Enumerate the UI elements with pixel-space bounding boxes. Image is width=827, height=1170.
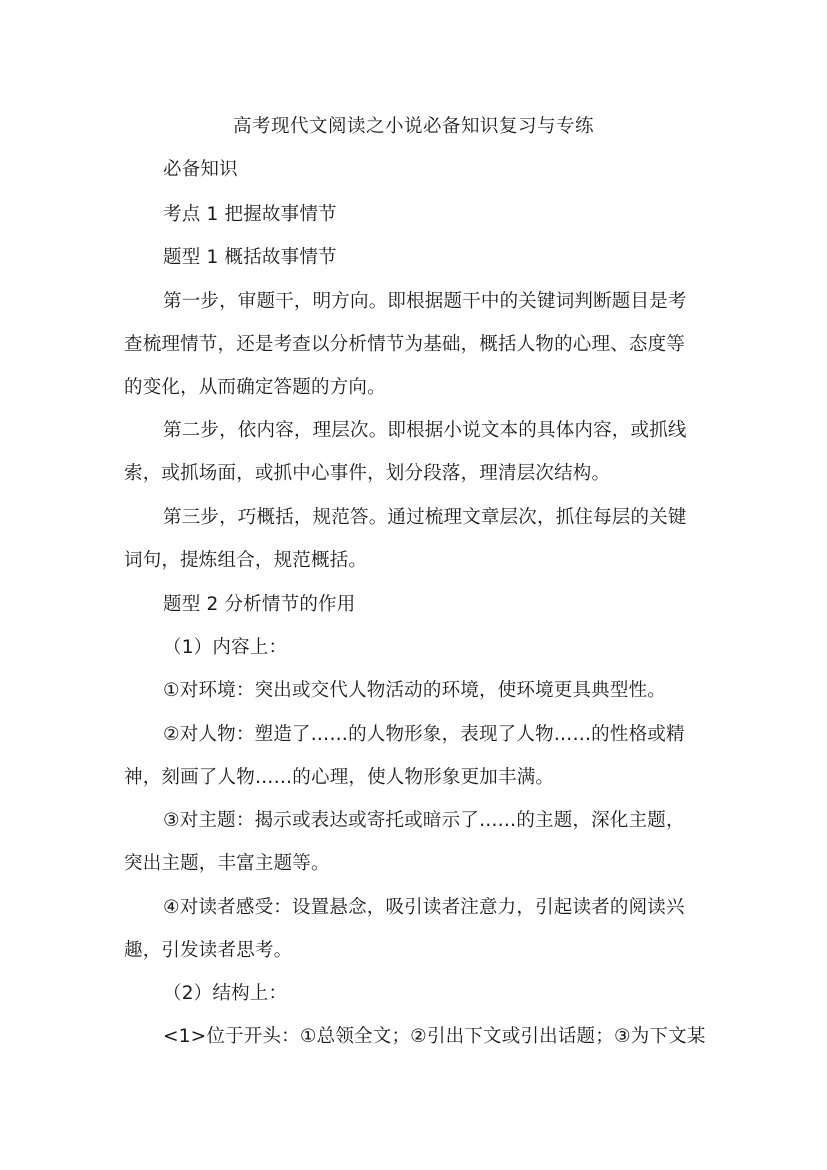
topic-heading: 考点 1 把握故事情节 bbox=[163, 204, 337, 225]
paragraph-line: 查梳理情节，还是考查以分析情节为基础，概括人物的心理、态度等 bbox=[124, 334, 686, 355]
paragraph-line: 第三步，巧概括，规范答。通过梳理文章层次，抓住每层的关键 bbox=[163, 507, 687, 528]
paragraph-line: 第一步，审题干，明方向。即根据题干中的关键词判断题目是考 bbox=[163, 291, 687, 312]
document-title: 高考现代文阅读之小说必备知识复习与专练 bbox=[232, 116, 594, 137]
question-type-heading: 题型 2 分析情节的作用 bbox=[163, 594, 356, 615]
paragraph-line: 词句，提炼组合，规范概括。 bbox=[124, 550, 368, 571]
paragraph-line: 的变化，从而确定答题的方向。 bbox=[124, 377, 386, 398]
list-item: ②对人物：塑造了……的人物形象，表现了人物……的性格或精 bbox=[163, 724, 685, 745]
list-item-continuation: 趣，引发读者思考。 bbox=[124, 940, 293, 961]
list-item-continuation: 神，刻画了人物……的心理，使人物形象更加丰满。 bbox=[124, 767, 555, 788]
subsection-heading: （2）结构上： bbox=[163, 983, 288, 1004]
list-item-continuation: 突出主题，丰富主题等。 bbox=[124, 853, 330, 874]
section-heading: 必备知识 bbox=[163, 159, 238, 180]
subsection-heading: （1）内容上： bbox=[163, 637, 288, 658]
paragraph-line: 第二步，依内容，理层次。即根据小说文本的具体内容，或抓线 bbox=[163, 420, 687, 441]
paragraph-line: 索，或抓场面，或抓中心事件，划分段落，理清层次结构。 bbox=[124, 463, 611, 484]
list-item: ①对环境：突出或交代人物活动的环境，使环境更具典型性。 bbox=[163, 680, 666, 701]
list-item: <1>位于开头：①总领全文；②引出下文或引出话题；③为下文某 bbox=[163, 1026, 706, 1047]
list-item: ③对主题：揭示或表达或寄托或暗示了……的主题，深化主题， bbox=[163, 810, 685, 831]
list-item: ④对读者感受：设置悬念，吸引读者注意力，引起读者的阅读兴 bbox=[163, 897, 685, 918]
question-type-heading: 题型 1 概括故事情节 bbox=[163, 247, 337, 268]
